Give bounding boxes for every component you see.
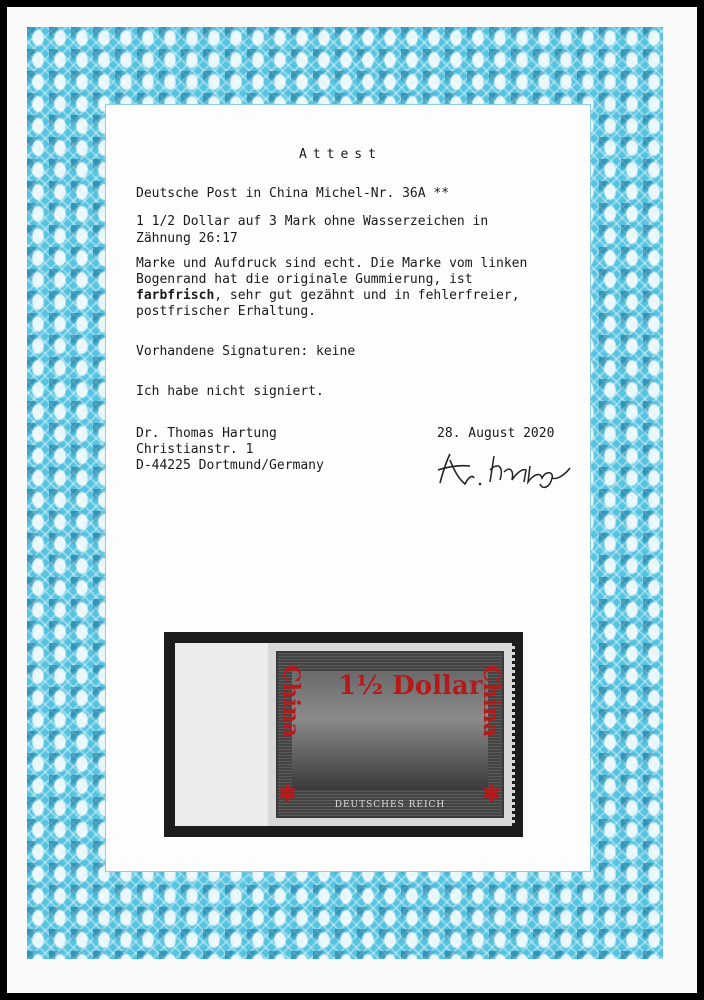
not-signed-line: Ich habe nicht signiert. [136, 384, 324, 399]
stamp-country-text: DEUTSCHES REICH [334, 800, 446, 810]
description-line-2: Zähnung 26:17 [136, 231, 238, 246]
certificate-title: Attest [299, 147, 382, 162]
stamp-image [268, 643, 515, 826]
catalog-line: Deutsche Post in China Michel-Nr. 36A ** [136, 186, 450, 201]
condition-line-2: Bogenrand hat die originale Gummierung, ist [136, 272, 473, 287]
overprint-star-left: ✱ [278, 781, 297, 807]
expert-street: Christianstr. 1 [136, 442, 254, 457]
condition-line-1: Marke und Aufdruck sind echt. Die Marke vom linken [136, 256, 528, 271]
condition-line-4: postfrischer Erhaltung. [136, 304, 317, 319]
overprint-value: 1½ Dollar [338, 671, 483, 701]
overprint-star-right: ✱ [482, 781, 501, 807]
expert-city: D-44225 Dortmund/Germany [136, 458, 324, 473]
overprint-left: China [278, 665, 304, 738]
sheet-margin [175, 643, 270, 826]
certificate-date: 28. August 2020 [437, 426, 555, 441]
expert-name: Dr. Thomas Hartung [136, 426, 277, 441]
overprint-right: China [478, 665, 504, 738]
handwritten-signature [430, 448, 580, 493]
condition-line-3-rest: , sehr gut gezähnt und in fehlerfreier, [214, 288, 520, 303]
condition-emphasis: farbfrisch [136, 288, 215, 303]
condition-line-3 [136, 287, 520, 304]
description-line-1: 1 1/2 Dollar auf 3 Mark ohne Wasserzeichen in [136, 214, 489, 229]
signatures-line: Vorhandene Signaturen: keine [136, 344, 356, 359]
